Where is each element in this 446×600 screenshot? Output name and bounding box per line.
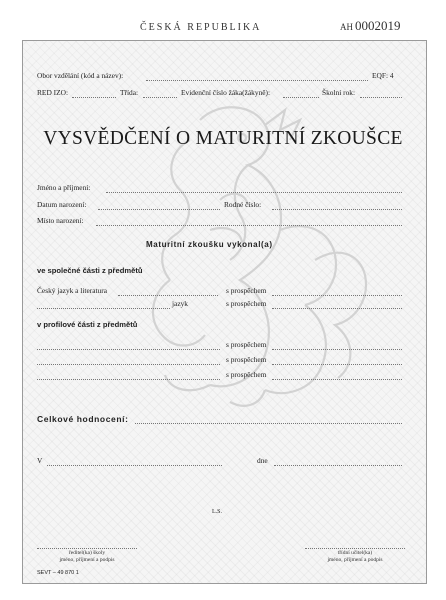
teacher-caption: třídní učitel(ka) [337,550,373,556]
field-label-skolni-rok: Školní rok: [322,88,356,97]
field-label-red-izo: RED IZO: [37,88,68,97]
date-label: dne [257,456,268,465]
field-line-profile-grade-2[interactable] [272,364,402,365]
field-label-dob: Datum narození: [37,200,87,209]
director-caption: ředitel(ka) školy [68,550,106,556]
profile-part-heading: v profilové části z předmětů [37,320,138,329]
form-code: SEVT – 49 870 1 [37,570,79,576]
overall-label: Celkové hodnocení: [37,414,129,424]
field-line-rodne-cislo[interactable] [272,209,402,210]
success-label: s prospěchem [226,340,267,349]
success-label: s prospěchem [226,286,267,295]
page-title: VYSVĚDČENÍ O MATURITNÍ ZKOUŠCE [43,128,403,149]
common-part-heading: ve společné části z předmětů [37,266,143,275]
field-label-place: Místo narození: [37,216,84,225]
field-label-obor: Obor vzdělání (kód a název): [37,71,124,80]
field-line-profile-subject-2[interactable] [37,364,220,365]
success-label: s prospěchem [226,370,267,379]
field-line-obor[interactable] [146,80,368,81]
field-line-czech-grade[interactable] [272,295,402,296]
field-label-rodne-cislo: Rodné číslo: [224,200,262,209]
success-label: s prospěchem [226,355,267,364]
field-line-czech[interactable] [118,295,218,296]
field-line-language[interactable] [37,308,170,309]
field-line-evid[interactable] [283,97,319,98]
field-line-trida[interactable] [143,97,177,98]
field-line-profile-subject-1[interactable] [37,349,220,350]
signature-line-teacher[interactable] [305,548,405,549]
subject-language: jazyk [172,299,189,308]
place-label: V [37,456,43,465]
success-label: s prospěchem [226,299,267,308]
signature-line-director[interactable] [37,548,137,549]
director-caption-detail: jméno, příjmení a podpis [59,557,115,563]
field-line-overall[interactable] [135,423,402,424]
serial-number [340,18,401,34]
subject-czech: Český jazyk a literatura [37,286,107,295]
field-line-name[interactable] [106,192,402,193]
field-line-place-signed[interactable] [47,465,222,466]
field-label-eqf: EQF: 4 [372,71,394,80]
field-line-profile-grade-1[interactable] [272,349,402,350]
serial-prefix: AH [340,22,353,32]
serial-digits: 0002019 [355,18,401,33]
field-line-profile-subject-3[interactable] [37,379,220,380]
field-label-name: Jméno a příjmení: [37,183,91,192]
field-label-evid: Evidenční číslo žáka(žákyně): [181,88,271,97]
country-name: ČESKÁ REPUBLIKA [140,22,262,33]
field-line-place[interactable] [96,225,402,226]
field-line-dob[interactable] [98,209,220,210]
field-line-red-izo[interactable] [72,97,116,98]
field-line-skolni-rok[interactable] [360,97,402,98]
teacher-caption-detail: jméno, příjmení a podpis [327,557,383,563]
seal-placeholder: L.S. [212,509,223,515]
field-line-profile-grade-3[interactable] [272,379,402,380]
field-label-trida: Třída: [120,88,139,97]
field-line-date[interactable] [274,465,402,466]
field-line-language-grade[interactable] [272,308,402,309]
exam-heading: Maturitní zkoušku vykonal(a) [146,240,273,249]
